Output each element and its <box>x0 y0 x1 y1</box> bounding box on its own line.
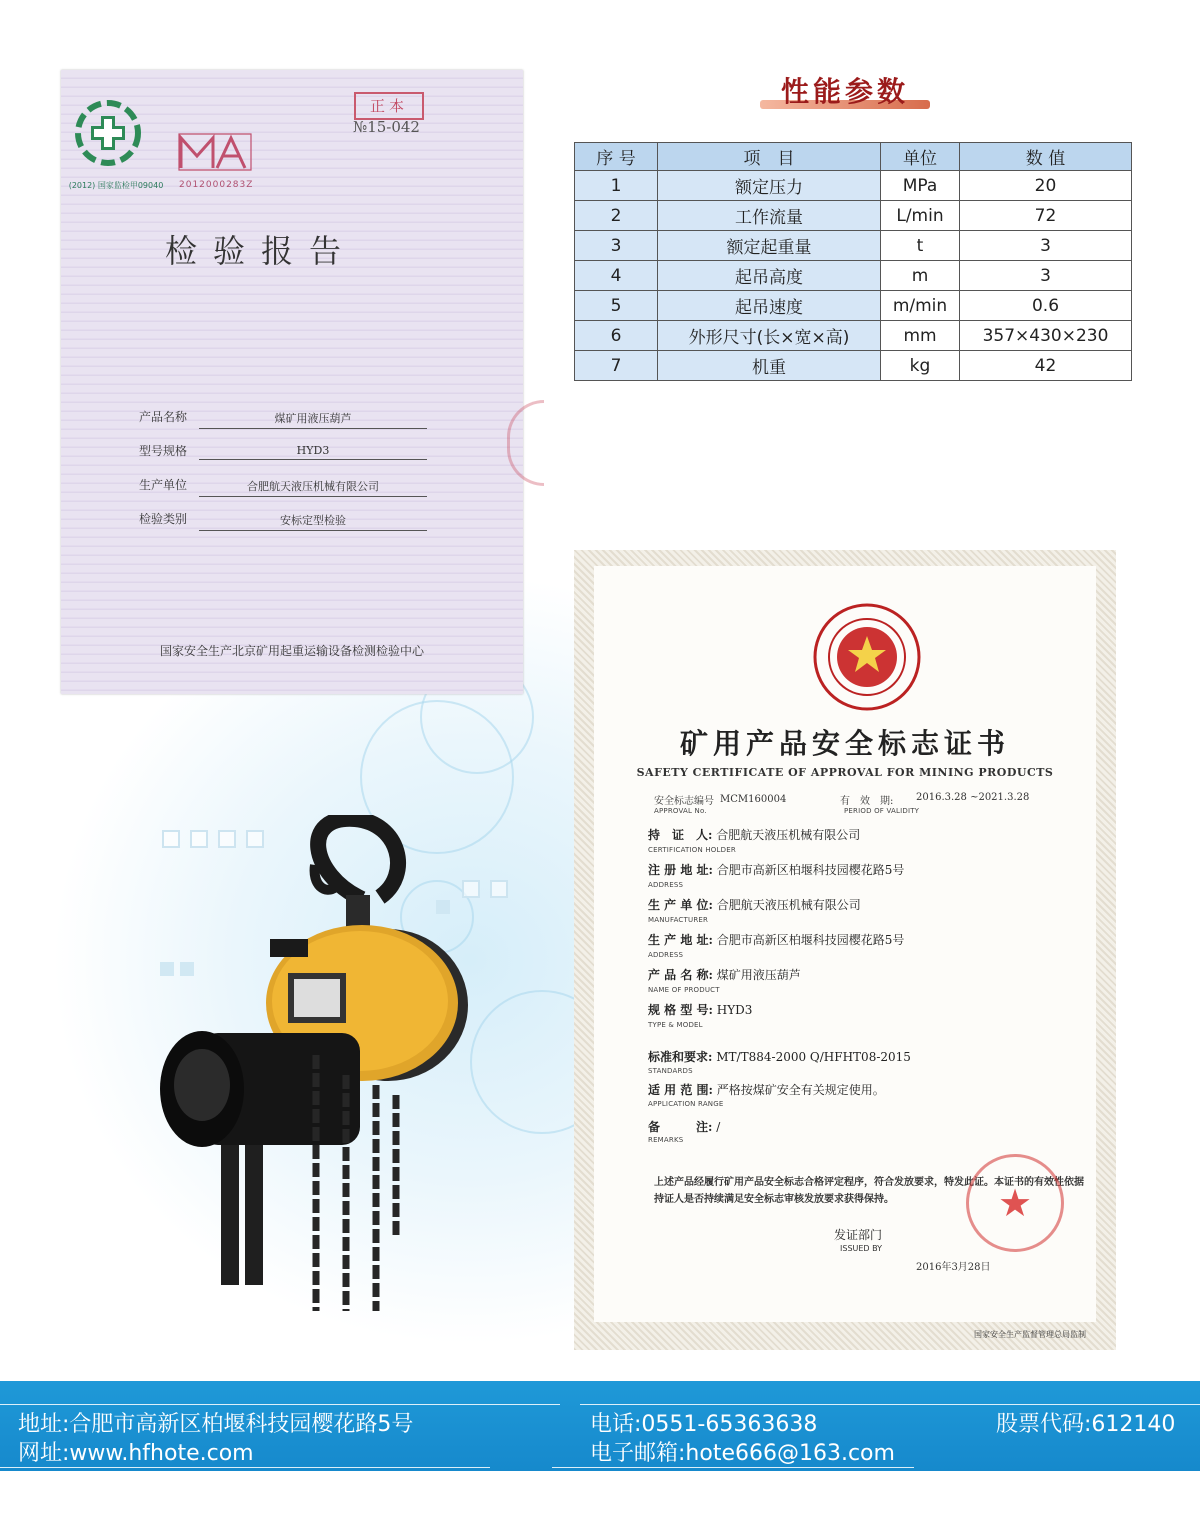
cell: 机重 <box>658 351 881 381</box>
cell: 额定压力 <box>658 171 881 201</box>
certificate-subtitle: SAFETY CERTIFICATE OF APPROVAL FOR MINING PRODUCTS <box>636 766 1054 779</box>
cell: 工作流量 <box>658 201 881 231</box>
line-value: 合肥航天液压机械有限公司 <box>716 898 861 912</box>
header-cell: 单位 <box>881 143 960 171</box>
footer-phone: 电话:0551-65363638 <box>590 1412 818 1437</box>
issue-date: 2016年3月28日 <box>916 1262 991 1273</box>
issued-by-label: 发证部门 <box>834 1228 883 1242</box>
footer-email[interactable]: 电子邮箱:hote666@163.com <box>590 1441 895 1466</box>
cell: 额定起重量 <box>658 231 881 261</box>
cell: 外形尺寸(长×宽×高) <box>658 321 881 351</box>
divider <box>580 1404 1200 1405</box>
divider <box>552 1467 914 1468</box>
header-cell: 项 目 <box>658 143 881 171</box>
cell: 2 <box>575 201 658 231</box>
line-label: 持 证 人: <box>648 828 713 842</box>
approval-label: 安全标志编号 <box>654 796 714 807</box>
table-row <box>575 201 1132 231</box>
validity-value: 2016.3.28 ~2021.3.28 <box>916 792 1030 803</box>
line-value: HYD3 <box>716 1003 753 1017</box>
footer-address: 地址:合肥市高新区柏堰科技园樱花路5号 <box>18 1412 414 1437</box>
certificate-statement: 上述产品经履行矿用产品安全标志合格评定程序，符合发放要求，特发此证。本证书的有效性依据持证人是否持续满足安全标志审核发放要求获得保持。 <box>654 1177 1084 1205</box>
cell: kg <box>881 351 960 381</box>
cert-line <box>648 826 860 843</box>
header-cell: 数 值 <box>960 143 1132 171</box>
hydraulic-hoist-image <box>150 815 470 1315</box>
line-en: MANUFACTURER <box>648 916 709 924</box>
line-en: CERTIFICATION HOLDER <box>648 846 736 854</box>
line-label: 备 注: <box>648 1120 713 1134</box>
report-field <box>139 510 429 530</box>
field-value: 煤矿用液压葫芦 <box>199 410 427 429</box>
divider <box>0 1404 560 1405</box>
line-label: 注 册 地 址: <box>648 863 713 877</box>
line-label: 生 产 地 址: <box>648 933 713 947</box>
cell: 3 <box>960 231 1132 261</box>
field-value: HYD3 <box>199 444 427 460</box>
cell: mm <box>881 321 960 351</box>
approval-number: MCM160004 <box>720 794 787 805</box>
line-en: REMARKS <box>648 1136 684 1144</box>
cell: 1 <box>575 171 658 201</box>
cell: L/min <box>881 201 960 231</box>
cell: 357×430×230 <box>960 321 1132 351</box>
line-en: APPLICATION RANGE <box>648 1100 724 1108</box>
params-heading <box>760 62 930 110</box>
cert-line <box>648 896 861 913</box>
ma-caption: 2012000283Z <box>179 180 254 190</box>
line-label: 产 品 名 称: <box>648 968 713 982</box>
cell: t <box>881 231 960 261</box>
line-en: NAME OF PRODUCT <box>648 986 720 994</box>
field-label: 生产单位 <box>139 478 188 492</box>
line-en: ADDRESS <box>648 951 684 959</box>
field-label: 检验类别 <box>139 512 188 526</box>
params-title: 性能参数 <box>780 75 909 108</box>
cert-line <box>648 1081 885 1098</box>
header-cell: 序 号 <box>575 143 658 171</box>
original-stamp: 正本 <box>354 92 424 120</box>
red-seal-edge <box>507 400 544 486</box>
contact-footer <box>0 1381 1200 1471</box>
footer-website[interactable]: 网址:www.hfhote.com <box>18 1441 254 1466</box>
cert-line <box>648 1118 720 1135</box>
cell: 0.6 <box>960 291 1132 321</box>
validity-label-en: PERIOD OF VALIDITY <box>844 807 920 815</box>
line-en: ADDRESS <box>648 881 684 889</box>
cert-caption: (2012) 国家监检甲09040 <box>68 181 164 190</box>
table-row <box>575 351 1132 381</box>
line-value: 煤矿用液压葫芦 <box>716 968 801 982</box>
report-footer: 国家安全生产北京矿用起重运输设备检测检验中心 <box>159 644 424 658</box>
line-value: MT/T884-2000 Q/HFHT08-2015 <box>716 1050 911 1064</box>
cell: 20 <box>960 171 1132 201</box>
approval-label-en: APPROVAL No. <box>654 807 707 815</box>
report-title: 检验报告 <box>165 232 358 270</box>
issued-by-en: ISSUED BY <box>840 1244 883 1253</box>
cell: 72 <box>960 201 1132 231</box>
line-label: 适 用 范 围: <box>648 1083 713 1097</box>
decor-square <box>490 880 508 898</box>
certificate-footer: 国家安全生产监督管理总局监制 <box>974 1330 1086 1339</box>
line-label: 生 产 单 位: <box>648 898 713 912</box>
cert-line <box>648 966 801 983</box>
report-field <box>139 476 429 496</box>
seal-star-icon: ★ <box>997 1181 1033 1225</box>
line-value: 合肥航天液压机械有限公司 <box>716 828 861 842</box>
validity-label: 有 效 期: <box>840 796 894 807</box>
cert-line <box>648 861 904 878</box>
cell: 7 <box>575 351 658 381</box>
cell: 3 <box>960 261 1132 291</box>
state-emblem-icon <box>812 602 922 712</box>
cell: 6 <box>575 321 658 351</box>
inspection-cross-logo <box>73 98 143 168</box>
line-label: 标准和要求: <box>648 1050 713 1064</box>
red-official-seal <box>966 1154 1064 1252</box>
line-en: STANDARDS <box>648 1067 693 1075</box>
cert-line <box>648 931 904 948</box>
line-label: 规 格 型 号: <box>648 1003 713 1017</box>
footer-stock-code: 股票代码:612140 <box>996 1412 1176 1437</box>
field-value: 安标定型检验 <box>199 512 427 531</box>
cell: m <box>881 261 960 291</box>
cell: 起吊速度 <box>658 291 881 321</box>
line-value: 严格按煤矿安全有关规定使用。 <box>716 1083 885 1097</box>
certificate-sheet <box>594 566 1096 1322</box>
table-header <box>575 143 1132 171</box>
table-row <box>575 261 1132 291</box>
report-field <box>139 408 429 428</box>
table-row <box>575 291 1132 321</box>
cert-line <box>648 1001 752 1018</box>
table-row <box>575 171 1132 201</box>
params-table <box>574 142 1132 381</box>
divider <box>0 1467 490 1468</box>
cert-line <box>648 1048 911 1065</box>
cell: m/min <box>881 291 960 321</box>
safety-certificate <box>574 550 1116 1350</box>
field-value: 合肥航天液压机械有限公司 <box>199 478 427 497</box>
table-row <box>575 321 1132 351</box>
cell: 起吊高度 <box>658 261 881 291</box>
line-value: 合肥市高新区柏堰科技园樱花路5号 <box>716 863 905 877</box>
certificate-title: 矿用产品安全标志证书 <box>679 727 1010 760</box>
cell: 4 <box>575 261 658 291</box>
line-en: TYPE & MODEL <box>648 1021 703 1029</box>
cell: MPa <box>881 171 960 201</box>
report-number: №15-042 <box>353 118 420 136</box>
field-label: 型号规格 <box>139 444 188 458</box>
cell: 42 <box>960 351 1132 381</box>
ma-logo <box>177 132 253 172</box>
table-row <box>575 231 1132 261</box>
inspection-report <box>61 70 523 694</box>
cell: 3 <box>575 231 658 261</box>
line-value: / <box>716 1120 721 1134</box>
cell: 5 <box>575 291 658 321</box>
report-field <box>139 442 429 462</box>
field-label: 产品名称 <box>139 410 188 424</box>
line-value: 合肥市高新区柏堰科技园樱花路5号 <box>716 933 905 947</box>
